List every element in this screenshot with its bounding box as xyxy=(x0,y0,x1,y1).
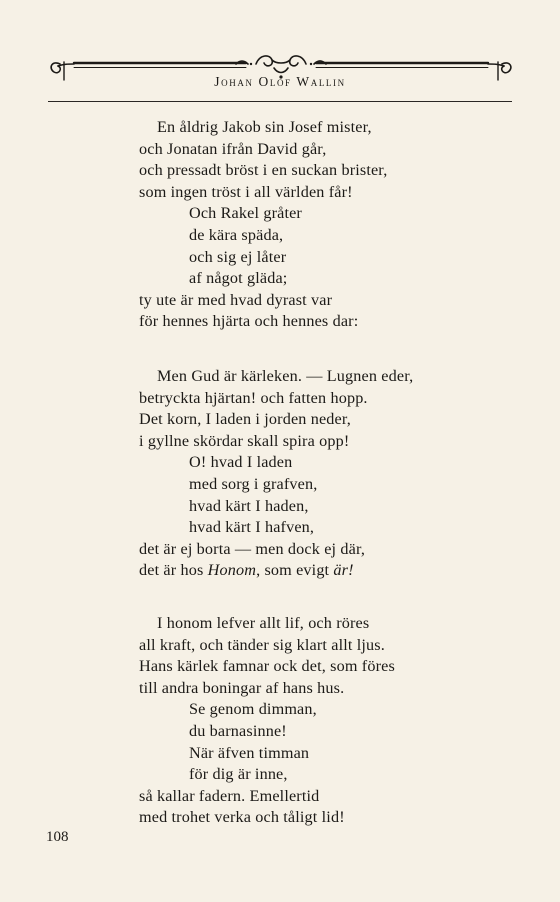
italic-word: är! xyxy=(333,561,354,580)
poem-line: för hennes hjärta och hennes dar: xyxy=(139,312,359,331)
poem-line: du barnasinne! xyxy=(189,722,287,740)
poem-line: med sorg i grafven, xyxy=(189,475,318,493)
poem-line: betryckta hjärtan! och fatten hopp. xyxy=(139,388,368,407)
poem-line: ty ute är med hvad dyrast var xyxy=(139,290,333,309)
poem-line xyxy=(139,560,354,581)
header-rule xyxy=(48,101,512,102)
poem-line: I honom lefver allt lif, och röres xyxy=(157,614,370,632)
poem-line: all kraft, och tänder sig klart allt ljus. xyxy=(139,635,385,654)
poem-line: i gyllne skördar skall spira opp! xyxy=(139,431,350,450)
poem-line: O! hvad I laden xyxy=(189,453,293,472)
poem-line: så kallar fadern. Emellertid xyxy=(139,786,320,805)
poem-line: När äfven timman xyxy=(189,743,310,762)
poem-line: Hans kärlek famnar ock det, som föres xyxy=(139,657,395,676)
poem-line: Men Gud är kärleken. — Lugnen eder, xyxy=(157,367,414,385)
poem-line: Se genom dimman, xyxy=(189,700,317,719)
poem-line: för dig är inne, xyxy=(189,765,288,784)
poem-line: det är ej borta — men dock ej där, xyxy=(139,539,366,558)
italic-word: Honom xyxy=(207,561,257,580)
poem-line: till andra boningar af hans hus. xyxy=(139,678,345,697)
poem-line: Och Rakel gråter xyxy=(189,204,302,223)
page-number: 108 xyxy=(46,829,69,845)
line-segment: , som evigt xyxy=(256,561,334,580)
line-segment: det är hos xyxy=(139,561,208,580)
poem-line: och pressadt bröst i en suckan brister, xyxy=(139,161,388,180)
poem-line: hvad kärt I hafven, xyxy=(189,518,315,537)
poem-line: En åldrig Jakob sin Josef mister, xyxy=(157,118,372,136)
poem-line: af något gläda; xyxy=(189,269,288,288)
poem-line: som ingen tröst i all världen får! xyxy=(139,182,353,201)
poem-line: hvad kärt I haden, xyxy=(189,496,309,515)
poem-line: med trohet verka och tåligt lid! xyxy=(139,808,345,827)
running-header: Johan Olof Wallin xyxy=(214,74,346,89)
poem-line: Det korn, I laden i jorden neder, xyxy=(139,410,351,429)
poem-line: och sig ej låter xyxy=(189,247,287,266)
poem-line: de kära späda, xyxy=(189,226,284,244)
poem-line: och Jonatan ifrån David går, xyxy=(139,139,327,158)
